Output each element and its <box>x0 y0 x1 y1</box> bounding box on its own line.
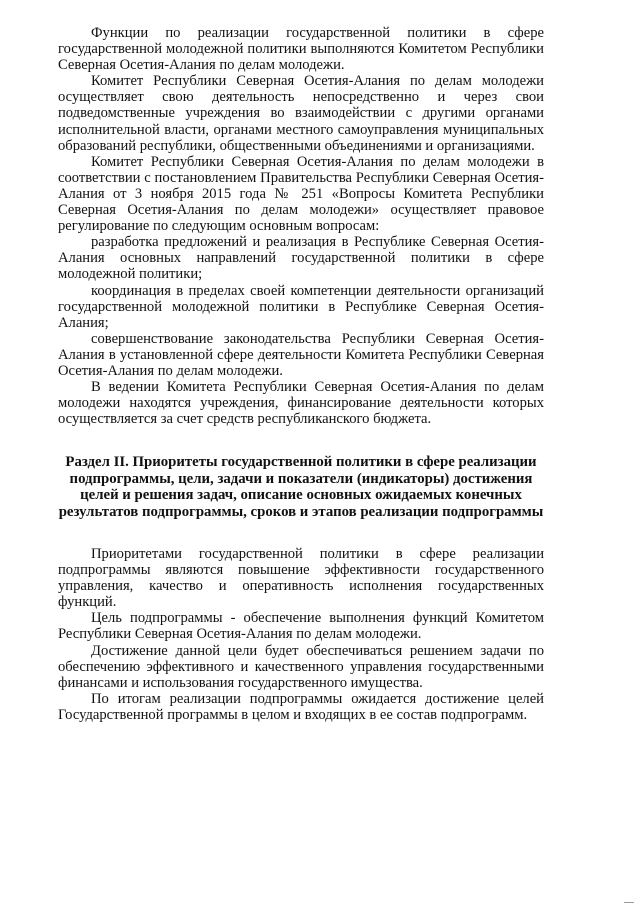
paragraph: Функции по реализации государственной политики в сфере государственной молодежной политики выполняются Комитетом Республики Северная Осетия-Алания по делам молодежи. <box>58 25 544 74</box>
spacer <box>58 427 544 454</box>
list-item-paragraph: координация в пределах своей компетенции деятельности организаций государственной молодежной политики в Республике Северная Осетия-Алания; <box>58 282 544 331</box>
paragraph: Цель подпрограммы - обеспечение выполнения функций Комитетом Республики Северная Осетия-Алания по делам молодежи. <box>58 610 544 643</box>
paragraph: Приоритетами государственной политики в сфере реализации подпрограммы являются повышение эффективности государственного управления, качество и оперативность исполнения государственных функций. <box>58 545 544 611</box>
paragraph: По итогам реализации подпрограммы ожидается достижение целей Государственной программы в целом и входящих в ее состав подпрограмм. <box>58 690 544 723</box>
paragraph: Достижение данной цели будет обеспечиваться решением задачи по обеспечению эффективного и качественного управления государственными финансами и использования государственного имущества. <box>58 642 544 691</box>
list-item-paragraph: совершенствование законодательства Республики Северная Осетия-Алания в установленной сфере деятельности Комитета Республики Северная Осетия-Алания по делам молодежи. <box>58 330 544 379</box>
list-item-paragraph: разработка предложений и реализация в Республике Северная Осетия-Алания основных направлений государственной политики в сфере молодежной политики; <box>58 234 544 283</box>
section-heading: Раздел II. Приоритеты государственной политики в сфере реализации подпрограммы, цели, задачи и показатели (индикаторы) достижения целей и решения задач, описание основных ожидаемых конечных результатов подпрограммы, сроков и этапов реализации подпрограммы <box>58 454 544 520</box>
document-page <box>58 25 544 723</box>
paragraph: В ведении Комитета Республики Северная Осетия-Алания по делам молодежи находятся учреждения, финансирование деятельности которых осуществляется за счет средств республиканского бюджета. <box>58 379 544 428</box>
spacer <box>58 520 544 546</box>
scan-edge-mark <box>624 902 634 903</box>
paragraph: Комитет Республики Северная Осетия-Алания по делам молодежи осуществляет свою деятельность непосредственно и через свои подведомственные учреждения во взаимодействии с другими органами исполнительной власти, органами местного самоуправления муниципальных образований республики, общественными объединениями и организациями. <box>58 73 544 154</box>
paragraph: Комитет Республики Северная Осетия-Алания по делам молодежи в соответствии с постановлением Правительства Республики Северная Осетия-Алания от 3 ноября 2015 года № 251 «Вопросы Комитета Республики Северная Осетия-Алания по делам молодежи» осуществляет правовое регулирование по следующим основным вопросам: <box>58 153 544 235</box>
